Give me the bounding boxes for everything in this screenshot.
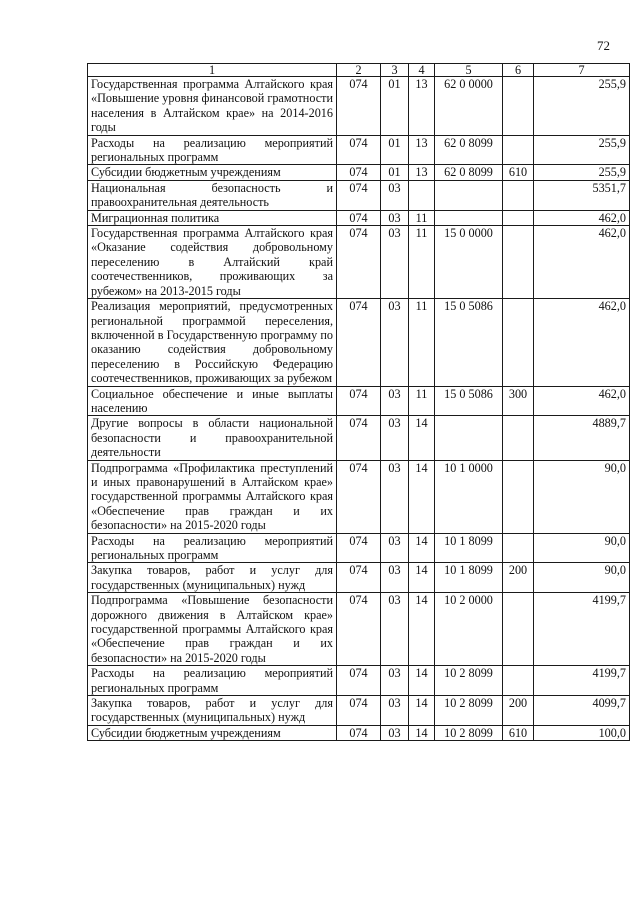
row-description: Расходы на реализацию мероприятий региональных программ	[88, 533, 337, 563]
target-article-code: 10 2 0000	[435, 593, 503, 666]
subsection-code: 14	[409, 725, 435, 740]
amount: 100,0	[534, 725, 630, 740]
column-header: 7	[534, 64, 630, 77]
row-description: Расходы на реализацию мероприятий региональных программ	[88, 666, 337, 696]
column-header: 4	[409, 64, 435, 77]
section-code: 01	[381, 77, 409, 136]
header-row	[88, 64, 630, 77]
target-article-code: 62 0 8099	[435, 165, 503, 180]
ministry-code: 074	[337, 299, 381, 386]
column-header: 1	[88, 64, 337, 77]
table-row	[88, 460, 630, 533]
expense-type-code	[503, 533, 534, 563]
column-header: 5	[435, 64, 503, 77]
expense-type-code	[503, 299, 534, 386]
target-article-code: 10 1 0000	[435, 460, 503, 533]
ministry-code: 074	[337, 696, 381, 726]
expense-type-code: 200	[503, 696, 534, 726]
ministry-code: 074	[337, 666, 381, 696]
subsection-code: 11	[409, 386, 435, 416]
row-description: Субсидии бюджетным учреждениям	[88, 165, 337, 180]
amount: 4199,7	[534, 593, 630, 666]
ministry-code: 074	[337, 460, 381, 533]
expense-type-code	[503, 77, 534, 136]
ministry-code: 074	[337, 226, 381, 299]
amount: 90,0	[534, 563, 630, 593]
expense-type-code	[503, 666, 534, 696]
ministry-code: 074	[337, 563, 381, 593]
target-article-code: 62 0 0000	[435, 77, 503, 136]
row-description: Подпрограмма «Профилактика преступлений и иных правонарушений в Алтайском крае» государственной программы Алтайского края «Обеспечение прав граждан и их безопасности» на 2015-2020 годы	[88, 460, 337, 533]
section-code: 03	[381, 533, 409, 563]
section-code: 03	[381, 386, 409, 416]
amount: 255,9	[534, 135, 630, 165]
expense-type-code	[503, 226, 534, 299]
table-row	[88, 725, 630, 740]
table-row	[88, 533, 630, 563]
section-code: 03	[381, 563, 409, 593]
section-code: 03	[381, 725, 409, 740]
table-row	[88, 386, 630, 416]
ministry-code: 074	[337, 593, 381, 666]
section-code: 03	[381, 666, 409, 696]
column-header: 2	[337, 64, 381, 77]
subsection-code: 11	[409, 299, 435, 386]
ministry-code: 074	[337, 416, 381, 460]
subsection-code: 13	[409, 135, 435, 165]
expense-type-code	[503, 460, 534, 533]
amount: 4889,7	[534, 416, 630, 460]
amount: 255,9	[534, 165, 630, 180]
target-article-code: 15 0 5086	[435, 299, 503, 386]
column-header: 6	[503, 64, 534, 77]
row-description: Расходы на реализацию мероприятий региональных программ	[88, 135, 337, 165]
target-article-code: 62 0 8099	[435, 135, 503, 165]
row-description: Закупка товаров, работ и услуг для государственных (муниципальных) нужд	[88, 563, 337, 593]
row-description: Субсидии бюджетным учреждениям	[88, 725, 337, 740]
expense-type-code	[503, 135, 534, 165]
page-number: 72	[597, 38, 610, 53]
subsection-code: 13	[409, 77, 435, 136]
amount: 462,0	[534, 210, 630, 225]
target-article-code: 10 2 8099	[435, 725, 503, 740]
table-row	[88, 180, 630, 210]
table-row	[88, 77, 630, 136]
budget-table	[87, 63, 630, 741]
table-row	[88, 416, 630, 460]
subsection-code: 14	[409, 696, 435, 726]
ministry-code: 074	[337, 210, 381, 225]
target-article-code: 10 2 8099	[435, 666, 503, 696]
row-description: Реализация мероприятий, предусмотренных региональной программой переселения, включенной в Государственную программу по оказанию содействия добровольному переселению в Российскую Федерацию соотечественников, проживающих за рубежом	[88, 299, 337, 386]
row-description: Миграционная политика	[88, 210, 337, 225]
section-code: 03	[381, 416, 409, 460]
subsection-code: 11	[409, 226, 435, 299]
expense-type-code: 610	[503, 165, 534, 180]
table-row	[88, 135, 630, 165]
target-article-code	[435, 210, 503, 225]
subsection-code	[409, 180, 435, 210]
subsection-code: 11	[409, 210, 435, 225]
target-article-code	[435, 416, 503, 460]
subsection-code: 14	[409, 460, 435, 533]
ministry-code: 074	[337, 533, 381, 563]
table-row	[88, 593, 630, 666]
table-row	[88, 696, 630, 726]
target-article-code: 15 0 5086	[435, 386, 503, 416]
ministry-code: 074	[337, 77, 381, 136]
expense-type-code: 200	[503, 563, 534, 593]
subsection-code: 14	[409, 416, 435, 460]
table-row	[88, 165, 630, 180]
table-row	[88, 226, 630, 299]
expense-type-code	[503, 180, 534, 210]
ministry-code: 074	[337, 180, 381, 210]
ministry-code: 074	[337, 386, 381, 416]
amount: 4099,7	[534, 696, 630, 726]
table-row	[88, 299, 630, 386]
subsection-code: 14	[409, 563, 435, 593]
amount: 5351,7	[534, 180, 630, 210]
target-article-code	[435, 180, 503, 210]
section-code: 03	[381, 210, 409, 225]
target-article-code: 10 1 8099	[435, 533, 503, 563]
amount: 4199,7	[534, 666, 630, 696]
amount: 462,0	[534, 299, 630, 386]
target-article-code: 15 0 0000	[435, 226, 503, 299]
expense-type-code	[503, 593, 534, 666]
target-article-code: 10 1 8099	[435, 563, 503, 593]
section-code: 03	[381, 460, 409, 533]
ministry-code: 074	[337, 165, 381, 180]
expense-type-code: 610	[503, 725, 534, 740]
row-description: Национальная безопасность и правоохранительная деятельность	[88, 180, 337, 210]
section-code: 03	[381, 299, 409, 386]
row-description: Государственная программа Алтайского края «Оказание содействия добровольному переселению в Алтайский край соотечественников, проживающих за рубежом» на 2013-2015 годы	[88, 226, 337, 299]
subsection-code: 14	[409, 533, 435, 563]
amount: 90,0	[534, 460, 630, 533]
amount: 255,9	[534, 77, 630, 136]
section-code: 03	[381, 696, 409, 726]
expense-type-code	[503, 416, 534, 460]
column-header: 3	[381, 64, 409, 77]
expense-type-code	[503, 210, 534, 225]
subsection-code: 14	[409, 593, 435, 666]
subsection-code: 13	[409, 165, 435, 180]
subsection-code: 14	[409, 666, 435, 696]
section-code: 03	[381, 593, 409, 666]
row-description: Другие вопросы в области национальной безопасности и правоохранительной деятельности	[88, 416, 337, 460]
amount: 90,0	[534, 533, 630, 563]
section-code: 03	[381, 180, 409, 210]
row-description: Государственная программа Алтайского края «Повышение уровня финансовой грамотности населения в Алтайском крае» на 2014-2016 годы	[88, 77, 337, 136]
table-row	[88, 666, 630, 696]
ministry-code: 074	[337, 135, 381, 165]
ministry-code: 074	[337, 725, 381, 740]
amount: 462,0	[534, 226, 630, 299]
row-description: Социальное обеспечение и иные выплаты населению	[88, 386, 337, 416]
row-description: Подпрограмма «Повышение безопасности дорожного движения в Алтайском крае» государственной программы Алтайского края «Обеспечение прав граждан и их безопасности» на 2015-2020 годы	[88, 593, 337, 666]
table-row	[88, 210, 630, 225]
table-row	[88, 563, 630, 593]
amount: 462,0	[534, 386, 630, 416]
target-article-code: 10 2 8099	[435, 696, 503, 726]
section-code: 01	[381, 135, 409, 165]
expense-type-code: 300	[503, 386, 534, 416]
section-code: 01	[381, 165, 409, 180]
section-code: 03	[381, 226, 409, 299]
row-description: Закупка товаров, работ и услуг для государственных (муниципальных) нужд	[88, 696, 337, 726]
